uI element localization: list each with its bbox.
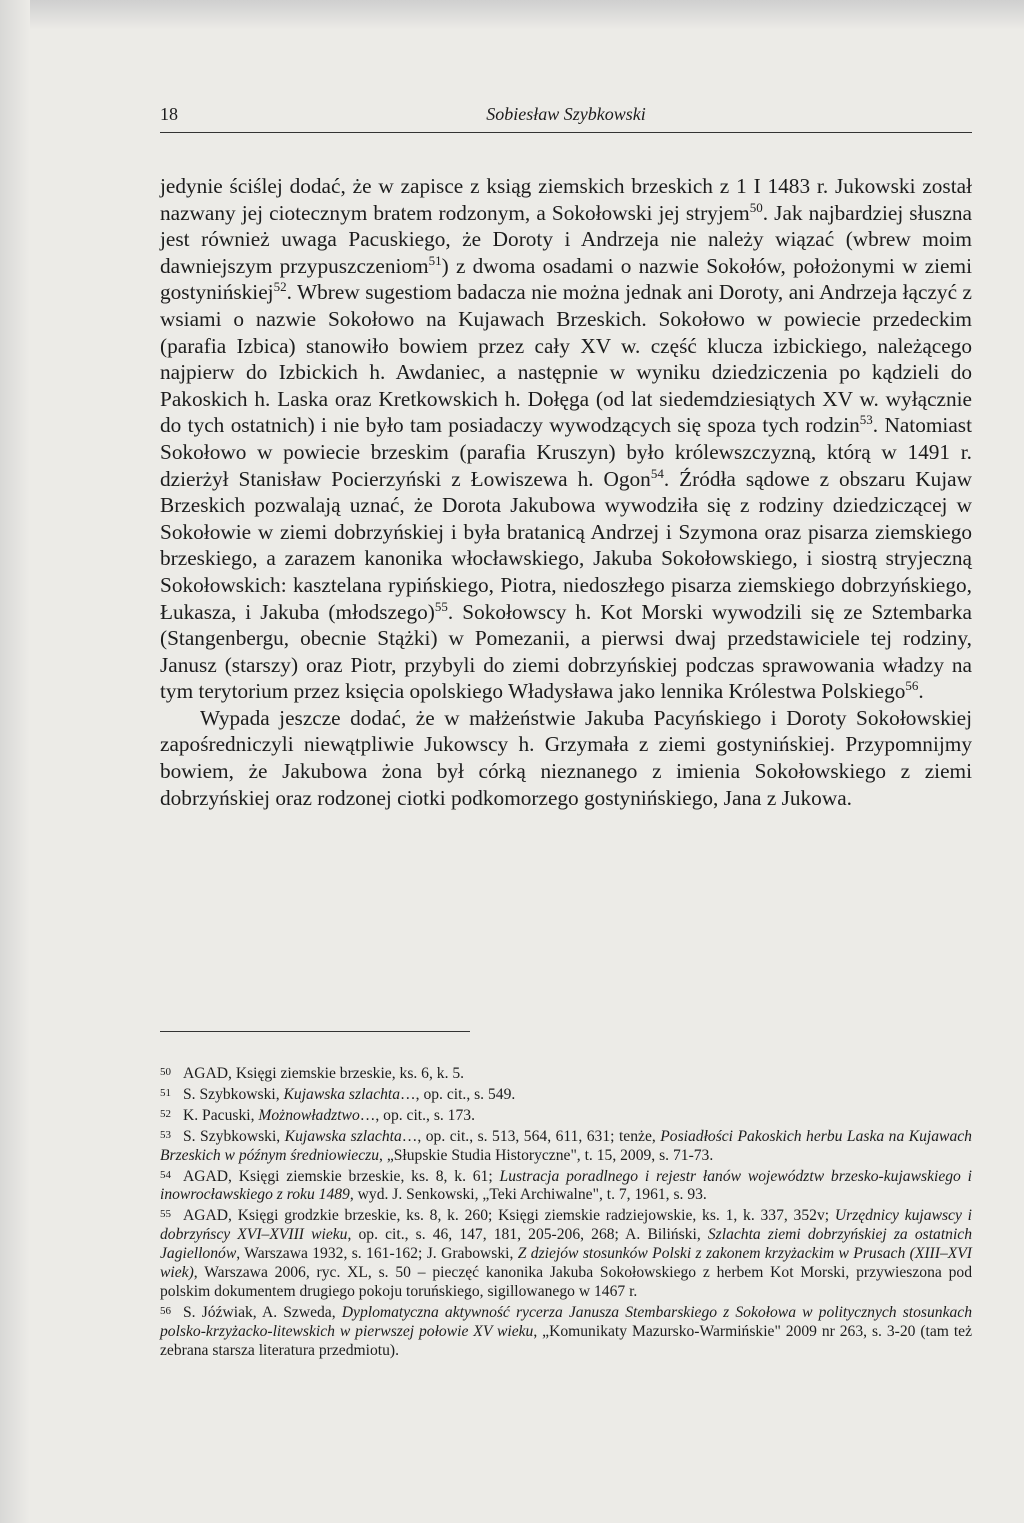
paragraph-1 [160,173,972,705]
paragraph-2: Wypada jeszcze dodać, że w małżeństwie Jakuba Pacyńskiego i Doroty Sokołowskiej zapośredniczyli niewątpliwie Jukowscy h. Grzymała z ziemi gostynińskiej. Przypomnijmy bowiem, że Jakubowa żona był córką nieznanego z imienia Sokołowskiego z ziemi dobrzyńskiej oraz rodzonej ciotki podkomorzego gostynińskiego, Jana z Jukowa. [160,705,972,810]
footnote-ref-52: 52 [273,279,287,295]
footnote-text: K. Pacuski, [183,1106,259,1124]
footnote-ref-51: 51 [428,252,442,268]
text-segment: . Źródła sądowe z obszaru Kujaw Brzeskich pozwalają uznać, że Dorota Jakubowa wywodziła się z rodziny dziedziczącej w Sokołowie w ziemi dobrzyńskiej i była bratanicą Andrzej i Szymona oraz pisarza ziemskiego brzeskiego, a zarazem kanonika włocławskiego, Jakuba Sokołowskiego, i siostrą stryjeczną Sokołowskich: kasztelana rypińskiego, Piotra, niedoszłego pisarza ziemskiego dobrzyńskiego, Łukasza, i Jakuba (młodszego) [160,466,972,624]
footnote-text: S. Szybkowski, [183,1085,284,1103]
footnote-title: Posiadłości Pakoskich herbu Laska na Kujawach Brzeskich w późnym średniowieczu [160,1127,972,1164]
footnote-title: Dyplomatyczna aktywność rycerza Janusza Stembarskiego z Sokołowa w politycznych stosunkach polsko-krzyżacko-litewskich w pierwszej połowie XV wieku [160,1303,973,1340]
footnote-title: Kujawska szlachta [284,1127,402,1145]
footnote-text: AGAD, Księgi grodzkie brzeskie, ks. 8, k. 260; Księgi ziemskie radziejowskie, ks. 1, k. 337, 352v; [183,1207,835,1225]
footnote-text: , Warszawa 1932, s. 161-162; J. Grabowski, [236,1245,518,1263]
text-segment: . Natomiast Sokołowo w powiecie brzeskim (parafia Kruszyn) było królewszczyzną, którą w 1491 r. dzierżył Stanisław Pocierzyński z Łowiszewa h. Ogon [160,413,972,491]
footnote-53 [160,1126,972,1166]
text-segment: . [918,679,924,704]
page-number: 18 [160,104,178,124]
footnote-ref-55: 55 [434,598,448,614]
footnote-title: Możnowładztwo [258,1106,360,1124]
footnote-52 [160,1105,972,1126]
footnote-ref-56: 56 [905,678,919,694]
footnote-51 [160,1084,972,1105]
footnote-50 [160,1063,972,1084]
footnote-text: , op. cit., s. 46, 147, 181, 205-206, 268; A. Biliński, [347,1226,708,1244]
text-segment: . Jak najbardziej słuszna jest również uwaga Pacuskiego, że Doroty i Andrzeja nie należy wiązać (wbrew moim dawniejszym przypuszczeniom [160,200,973,278]
text-segment: jedynie ściślej dodać, że w zapisce z ksiąg ziemskich brzeskich z 1 I 1483 r. Jukowski został nazwany jej ciotecznym bratem rodzonym, a Sokołowski jej stryjem [160,174,972,225]
footnote-54 [160,1166,972,1206]
footnotes [160,1063,972,1361]
footnote-56 [160,1302,972,1361]
footnote-number: 51 [160,1086,171,1099]
footnote-text: , „Komunikaty Mazursko-Warmińskie" 2009 nr 263, s. 3-20 (tam też zebrana starsza literatura przedmiotu). [160,1322,972,1359]
footnote-title: Lustracja poradlnego i rejestr łanów województw brzesko-kujawskiego i inowrocławskiego z roku 1489 [160,1167,972,1204]
footnote-ref-54: 54 [650,465,664,481]
footnote-text: , Warszawa 2006, ryc. XL, s. 50 – pieczęć kanonika Jakuba Sokołowskiego z herbem Kot Morski, przywieszona pod polskim dokumentem drugiego pokoju toruńskiego, sigillowanego w 1467 r. [160,1264,972,1300]
footnote-text: …, op. cit., s. 173. [359,1106,475,1124]
footnote-text: S. Szybkowski, [183,1127,285,1145]
footnote-title: Urzędnicy kujawscy i dobrzyńscy XVI–XVIII wieku [160,1207,972,1244]
footnote-title: Szlachta ziemi dobrzyńskiej za ostatnich Jagiellonów [160,1226,973,1263]
footnote-text: AGAD, Księgi ziemskie brzeskie, ks. 6, k. 5. [183,1065,465,1082]
footnote-number: 56 [160,1304,171,1317]
footnote-text: AGAD, Księgi ziemskie brzeskie, ks. 8, k. 61; [183,1167,500,1185]
footnote-text: …, op. cit., s. 549. [400,1085,516,1103]
footnote-number: 53 [160,1128,171,1141]
footnote-number: 50 [160,1066,171,1078]
page-header [160,104,972,133]
scan-top-edge [0,0,1024,30]
footnote-ref-50: 50 [749,199,763,215]
footnote-ref-53: 53 [859,412,873,428]
text-segment: . Sokołowscy h. Kot Morski wywodzili się ze Sztembarka (Stangenbergu, obecnie Stążki) w Pomezanii, a pierwsi dwaj przedstawiciele tej rodziny, Janusz (starszy) oraz Piotr, przybyli do ziemi dobrzyńskiej podczas sprawowania władzy na tym terytorium przez księcia opolskiego Władysława jako lennika Królestwa Polskiego [160,599,972,704]
footnote-text: S. Jóźwiak, A. Szweda, [183,1303,342,1321]
footnote-number: 52 [160,1107,171,1120]
footnote-55 [160,1205,972,1302]
running-head-author: Sobiesław Szybkowski [486,104,646,124]
main-text [160,173,972,811]
footnote-separator [160,1031,470,1032]
footnote-text: , wyd. J. Senkowski, „Teki Archiwalne", t. 7, 1961, s. 93. [349,1186,707,1204]
footnote-title: Kujawska szlachta [283,1085,401,1103]
footnote-number: 54 [160,1168,171,1181]
footnote-title: Z dziejów stosunków Polski z zakonem krzyżackim w Prusach (XIII–XVI wiek) [160,1245,972,1282]
footnote-text: …, op. cit., s. 513, 564, 611, 631; tenże, [401,1127,661,1145]
scan-left-edge [0,0,30,1523]
text-segment: ) z dwoma osadami o nazwie Sokołów, położonymi w ziemi gostynińskiej [160,253,972,305]
footnote-number: 55 [160,1208,171,1221]
footnote-text: , „Słupskie Studia Historyczne", t. 15, 2009, s. 71-73. [379,1146,714,1164]
text-segment: . Wbrew sugestiom badacza nie można jednak ani Doroty, ani Andrzeja łączyć z wsiami o nazwie Sokołowo na Kujawach Brzeskich. Sokołowo w powiecie przedeckim (parafia Izbica) stanowiło bowiem przez cały XV w. część klucza izbickiego, należącego najpierw do Izbickich h. Awdaniec, a następnie w wyniku dziedziczenia po kądzieli do Pakoskich h. Laska oraz Kretkowskich h. Dołęga (od lat siedemdziesiątych XV w. wyłącznie do tych ostatnich) i nie było tam posiadaczy wywodzących się spoza tych rodzin [160,280,972,438]
